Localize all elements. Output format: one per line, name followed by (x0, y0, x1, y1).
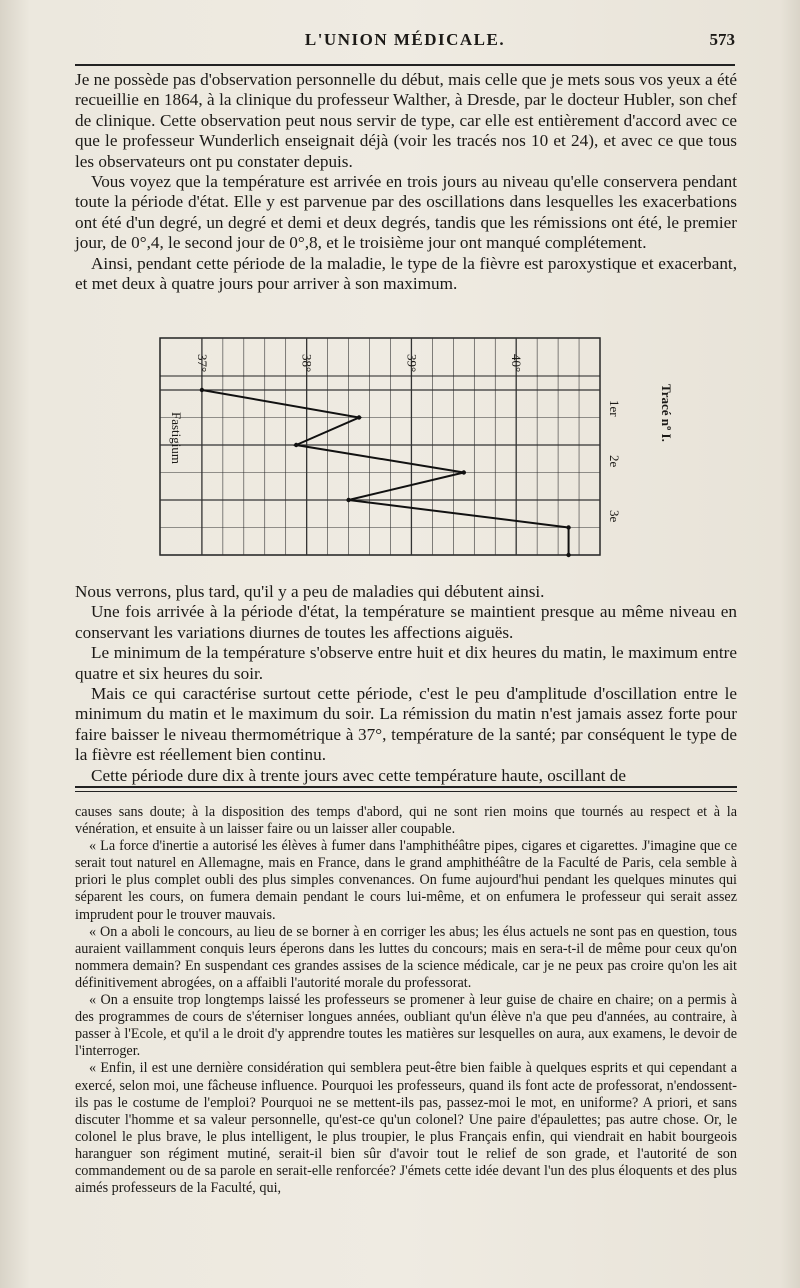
chart-point (294, 443, 298, 447)
paragraph: Mais ce qui caractérise surtout cette période, c'est le peu d'amplitude d'oscillation entre le minimum du matin et le maximum du soir. La rémission du matin n'est jamais assez forte pour faire baisser le niveau thermométrique à 37°, température de la santé; par conséquent le type de la fièvre est réellement bien continu. (75, 684, 737, 765)
footnote-paragraph: « On a aboli le concours, au lieu de se borner à en corriger les abus; les élus actuels ne sont pas en question, tous auraient vaillamment conquis leurs éperons dans les luttes du concours; mais en sera-t-il de même pour ceux qu'on nommera demain? En suspendant ces grandes assises de la science médicale, car je ne peux pas croire qu'on les ait définitivement abrogées, on a affaibli l'autorité morale du professorat. (75, 923, 737, 991)
header-rule (75, 64, 735, 66)
footnote-rule (75, 786, 737, 788)
chart-point (566, 525, 570, 529)
chart-day-label: 2e (607, 455, 622, 468)
footnote-paragraph: « On a ensuite trop longtemps laissé les professeurs se promener à leur guise de chaire en chaire; on a permis à des programmes de cours de s'éterniser longues années, oubliant qu'un élève n'a que peu d'années, au contraire, à passer à l'Ecole, et qu'il a le droit d'y apprendre toutes les matières sur lesquelles on aura, aux examens, le devoir de l'interroger. (75, 992, 737, 1060)
chart-day-label: 3e (607, 510, 622, 523)
chart-point (462, 470, 466, 474)
chart-point (357, 415, 361, 419)
footnote-paragraph: « La force d'inertie a autorisé les élèves à fumer dans l'amphithéâtre pipes, cigares et cigarettes. J'imagine que ce serait tout naturel en Allemagne, mais en France, dans le grand amphithéâtre de la Faculté de Paris, cela semble à priori le plus complet oubli des plus simples convenances. On fume aujourd'hui pendant les quelques minutes qui séparent les cours, on fumera demain pendant le cours lui-même, et on enfumera le professeur qui serait assez imprudent pour le trouver mauvais. (75, 838, 737, 923)
paragraph: Je ne possède pas d'observation personnelle du début, mais celle que je mets sous vos yeux a été recueillie en 1864, à la clinique du professeur Walther, à Dresde, par le docteur Hubler, son chef de clinique. Cette observation peut nous servir de type, car elle est entièrement d'accord avec ce que le professeur Wunderlich enseignait déjà (voir les tracés nos 10 et 24), et avec ce que tous les observateurs ont pu constater depuis. (75, 70, 737, 171)
paragraph: Une fois arrivée à la période d'état, la température se maintient presque au même niveau en conservant les variations diurnes de toutes les affections aiguës. (75, 602, 737, 642)
footnote-paragraph: causes sans doute; à la disposition des temps d'abord, qui ne sont rien moins que tournés au respect et à la vénération, et ensuite à un laisser faire ou un laisser aller coupable. (75, 804, 737, 838)
paragraph: Cette période dure dix à trente jours avec cette température haute, oscillant de (91, 765, 626, 785)
paragraph: Le minimum de la température s'observe entre huit et dix heures du matin, le maximum entre quatre et six heures du soir. (75, 643, 737, 683)
chart-tick-label: 38° (299, 354, 315, 373)
journal-title: L'UNION MÉDICALE. (304, 30, 506, 49)
footnote-paragraph: « Enfin, il est une dernière considération qui semblera peut-être bien faible à quelques esprits et qui cependant a exercé, selon moi, une fâcheuse influence. Pourquoi les professeurs, quand ils font acte de professorat, n'endossent-ils pas le costume de l'emploi? Pourquoi ne se mettent-ils pas, passez-moi le mot, en uniforme? A priori, et sans discuter l'homme et sa valeur personnelle, qu'est-ce qu'un colonel? Une paire d'épaulettes; pas autre chose. Or, le colonel le plus brave, le plus intelligent, le plus troupier, le plus Français enfin, qui viendrait en habit bourgeois haranguer son régiment mutiné, serait-il bien sûr d'avoir tout le relief de son grade, et l'autorité de son commandement ou de sa parole en serait-elle renforcée? J'émets cette idée devant l'un des plus éloquents et des plus aimés professeurs de la Faculté, qui, (75, 1060, 737, 1197)
paragraph: Vous voyez que la température est arrivée en trois jours au niveau qu'elle conservera pendant toute la période d'état. Elle y est parvenue par des oscillations dans lesquelles les exacerbations ont été d'un degré, un degré et demi et deux degrés, tandis que les rémissions ont été, le premier jour, de 0°,4, le second jour de 0°,8, et le troisième jour ont manqué complétement. (75, 172, 737, 253)
body-text-bottom (75, 582, 737, 786)
chart-tick-label: 37° (194, 354, 210, 373)
footnote-rule-thin (75, 791, 737, 792)
running-header (75, 30, 735, 54)
chart-annotation: Fastigium (169, 412, 184, 465)
chart-point (200, 388, 204, 392)
chart-tick-label: 39° (404, 354, 420, 373)
paragraph: Ainsi, pendant cette période de la maladie, le type de la fièvre est paroxystique et exacerbant, et met deux à quatre jours pour arriver à son maximum. (75, 253, 737, 294)
paragraph: Nous verrons, plus tard, qu'il y a peu de maladies qui débutent ainsi. (75, 582, 545, 601)
chart-day-label: 1er (607, 400, 622, 417)
chart-point (566, 553, 570, 557)
chart-point (346, 498, 350, 502)
page-number: 573 (709, 30, 735, 49)
temperature-chart-svg (140, 330, 700, 570)
chart-title: Tracé nº I. (659, 384, 674, 442)
body-text-top (75, 70, 737, 294)
chart-tick-label: 40° (509, 354, 525, 373)
footnote (75, 804, 737, 1197)
temperature-chart (140, 330, 700, 570)
